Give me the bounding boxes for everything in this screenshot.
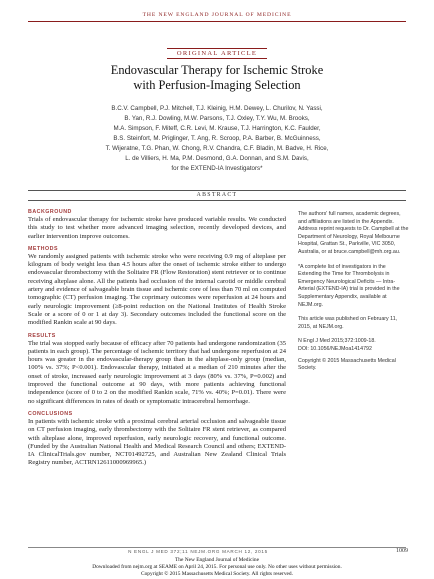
- author-line: B. Yan, R.J. Dowling, M.W. Parsons, T.J. Oxley, T.Y. Wu, M. Brooks,: [124, 115, 310, 122]
- doi: DOI: 10.1056/NEJMoa1414792: [298, 345, 372, 352]
- journal-name: THE NEW ENGLAND JOURNAL OF MEDICINE: [142, 12, 292, 18]
- methods-text: We randomly assigned patients with ischemic stroke who were receiving 0.9 mg of alteplase per kilogram of body weight less than 4.5 hours after the onset of ischemic stroke either to undergo endovascular thrombectomy with the Solitaire FR (Flow Restoration) stent retriever or to continue receiving alteplase alone. All the patients had occlusion of the internal carotid or middle cerebral artery and evidence of salvageable brain tissue and ischemic core of less than 70 ml on computed tomographic (CT) perfusion imaging. The coprimary outcomes were reperfusion at 24 hours and early neurologic improvement (≥8-point reduction on the National Institutes of Health Stroke Scale or a score of 0 or 1 at day 3). Secondary outcomes included the functional score on the modified Rankin scale at 90 days.: [28, 252, 286, 327]
- article-title: [30, 63, 404, 93]
- author-list: [40, 104, 394, 174]
- author-line: L. de Villiers, H. Ma, P.M. Desmond, G.A. Donnan, and S.M. Davis,: [125, 155, 309, 162]
- background-heading: BACKGROUND: [28, 209, 72, 215]
- publication-note: This article was published on February 11, 2015, at NEJM.org.: [298, 316, 398, 330]
- footer-rule: [28, 547, 406, 548]
- investigators-note: *A complete list of investigators in the Extending the Time for Thrombolysis in Emergency Neurological Deficits — Intra-Arterial (EXTEND-IA) trial is provided in the Supplementary Appendix, available at NEJM.org.: [298, 263, 400, 308]
- section-label-container: [0, 42, 434, 60]
- methods-heading: METHODS: [28, 245, 58, 252]
- conclusions-text: In patients with ischemic stroke with a proximal cerebral arterial occlusion and salvageable tissue on CT perfusion imaging, early thrombectomy with the Solitaire FR stent retriever, as compared with alteplase alone, improved reperfusion, early neurologic recovery, and functional outcome. (Funded by the Australian National Health and Medical Research Council and others; EXTEND-IA ClinicalTrials.gov number, NCT01492725, and Australian New Zealand Clinical Trials Registry number, ACTRN12611000969965.): [28, 417, 286, 467]
- article-title-line-1: Endovascular Therapy for Ischemic Stroke: [110, 63, 324, 77]
- author-line: for the EXTEND-IA Investigators*: [171, 165, 263, 172]
- citation: N Engl J Med 2015;372:1009-18.: [298, 338, 376, 345]
- running-footer: N ENGL J MED 372;11 NEJM.ORG MARCH 12, 2015: [128, 549, 268, 554]
- author-line: M.A. Simpson, F. Miteff, C.R. Levi, M. Krause, T.J. Harrington, K.C. Faulder,: [113, 125, 321, 132]
- download-notice-copyright: Copyright © 2015 Massachusetts Medical Society. All rights reserved.: [141, 571, 293, 577]
- abstract-body: [28, 208, 286, 472]
- download-notice-journal: The New England Journal of Medicine: [175, 557, 259, 563]
- section-label: ORIGINAL ARTICLE: [167, 48, 267, 59]
- affiliation-note: The authors' full names, academic degrees, and affiliations are listed in the Appendix. Address reprint requests to Dr. Campbell at the Department of Neurology, Royal Melbourne Hospital, Grattan St., Parkville, VIC 3050, Australia, or at bruce.campbell@mh.org.au.: [298, 211, 409, 255]
- background-text: Trials of endovascular therapy for ischemic stroke have produced variable results. We conducted this study to test whether more advanced imaging selection, recently developed devices, and earlier intervention improve outcomes.: [28, 216, 286, 240]
- author-line: B.C.V. Campbell, P.J. Mitchell, T.J. Kleinig, H.M. Dewey, L. Churilov, N. Yassi,: [111, 105, 323, 112]
- download-notice-source: Downloaded from nejm.org at SEAME on April 24, 2015. For personal use only. No other uses without permission.: [92, 564, 342, 570]
- conclusions-heading: CONCLUSIONS: [28, 410, 73, 417]
- download-notice: [0, 557, 434, 578]
- header-rule: [28, 21, 406, 22]
- copyright-note: Copyright © 2015 Massachusetts Medical Society.: [298, 357, 396, 372]
- abstract-heading: ABSTRACT: [28, 190, 406, 201]
- article-sidebar: [298, 211, 410, 373]
- article-title-line-2: with Perfusion-Imaging Selection: [133, 78, 301, 92]
- author-line: T. Wijeratne, T.G. Phan, W. Chong, R.V. Chandra, C.F. Bladin, M. Badve, H. Rice,: [105, 145, 329, 152]
- author-line: B.S. Steinfort, M. Priglinger, T. Ang, R. Scroop, P.A. Barber, B. McGuinness,: [113, 135, 321, 142]
- results-heading: RESULTS: [28, 332, 56, 339]
- page-number: 1009: [396, 548, 408, 554]
- results-text: The trial was stopped early because of efficacy after 70 patients had undergone randomization (35 patients in each group). The percentage of ischemic territory that had undergone reperfusion at 24 hours was greater in the endovascular-therapy group than in the alteplase-only group (median, 100% vs. 37%; P<0.001). Endovascular therapy, initiated at a median of 210 minutes after the onset of stroke, increased early neurologic improvement at 3 days (80% vs. 37%, P=0.002) and improved the functional outcome at 90 days, with more patients achieving functional independence (score of 0 to 2 on the modified Rankin scale, 71% vs. 40%; P=0.01). There were no significant differences in rates of death or symptomatic intracerebral hemorrhage.: [28, 339, 286, 405]
